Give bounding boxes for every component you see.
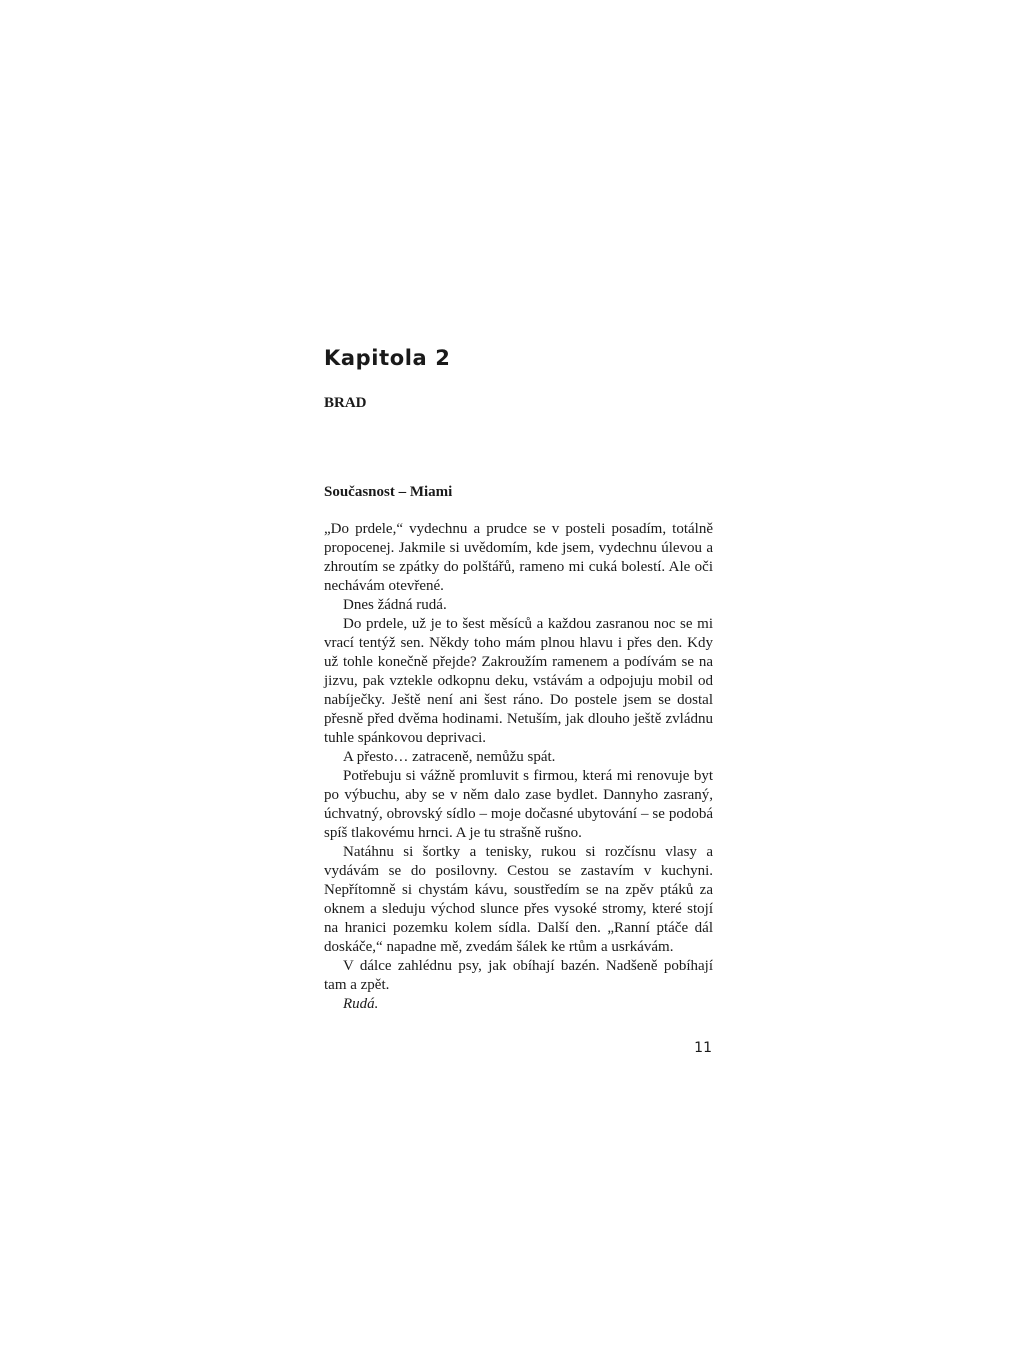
paragraph: V dálce zahlédnu psy, jak obíhají bazén. Nadšeně pobíhají tam a zpět. <box>324 958 713 993</box>
paragraph: Dnes žádná rudá. <box>343 597 447 613</box>
paragraph-italic: Rudá. <box>343 996 379 1012</box>
section-heading: Současnost – Miami <box>324 484 453 500</box>
chapter-body-text <box>324 520 713 1014</box>
paragraph: Natáhnu si šortky a tenisky, rukou si rozčísnu vlasy a vydávám se do posilovny. Cestou se zastavím v kuchyni. Nepřítomně si chystám kávu, soustředím se na zpěv ptáků za oknem a sleduju východ slunce přes vysoké stromy, které stojí na hranici pozemku kolem sídla. Další den. „Ranní ptáče dál doskáče,“ napadne mě, zvedám šálek ke rtům a usrkávám. <box>324 844 713 955</box>
paragraph: A přesto… zatraceně, nemůžu spát. <box>343 749 556 765</box>
pov-character-name: BRAD <box>324 395 367 411</box>
paragraph: Do prdele, už je to šest měsíců a každou zasranou noc se mi vrací tentýž sen. Někdy toho mám plnou hlavu i přes den. Kdy už tohle konečně přejde? Zakroužím ramenem a podívám se na jizvu, pak vztekle odkopnu deku, vstávám a odpojuju mobil od nabíječky. Ještě není ani šest ráno. Do postele jsem se dostal přesně před dvěma hodinami. Netuším, jak dlouho ještě zvládnu tuhle spánkovou deprivaci. <box>324 616 713 746</box>
chapter-title: Kapitola 2 <box>324 346 451 370</box>
paragraph: Potřebuju si vážně promluvit s firmou, která mi renovuje byt po výbuchu, aby se v něm dalo zase bydlet. Dannyho zasraný, úchvatný, obrovský sídlo – moje dočasné ubytování – se podobá spíš tlakovému hrnci. A je tu strašně rušno. <box>324 768 713 841</box>
paragraph: „Do prdele,“ vydechnu a prudce se v posteli posadím, totálně propocenej. Jakmile si uvědomím, kde jsem, vydechnu úlevou a zhroutím se zpátky do polštářů, rameno mi cuká bolestí. Ale oči nechávám otevřené. <box>324 521 713 594</box>
page-number: 11 <box>694 1040 712 1056</box>
